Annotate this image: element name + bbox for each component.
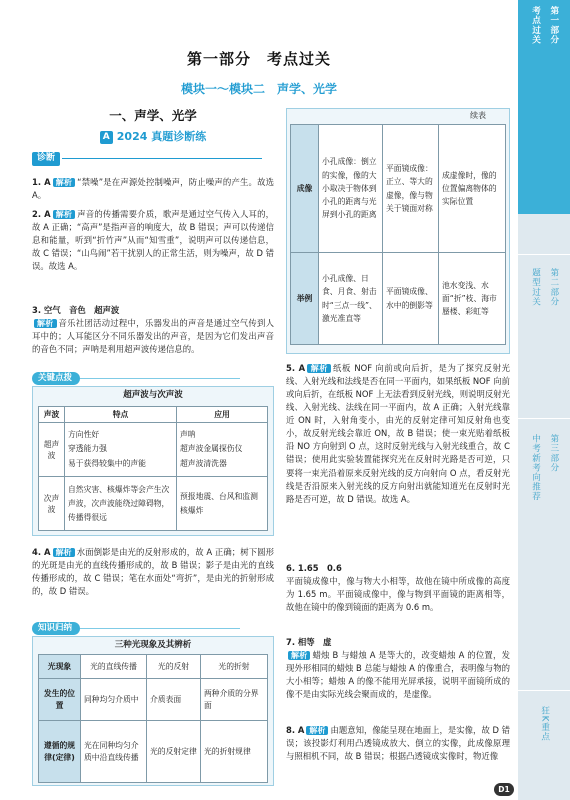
table-cell: 声呐 超声波金属探伤仪 超声波清洗器 bbox=[177, 423, 268, 477]
table-cell: 同种均匀介质中 bbox=[81, 679, 147, 721]
analysis-tag: 解析 bbox=[306, 726, 328, 735]
tab-divider bbox=[518, 254, 570, 255]
tab-part-two[interactable] bbox=[518, 262, 570, 412]
table-cell: 介质表面 bbox=[147, 679, 201, 721]
table-header: 特点 bbox=[65, 407, 177, 423]
table-cell: 遵循的规律(定律) bbox=[39, 721, 81, 783]
table-header: 光的直线传播 bbox=[81, 655, 147, 679]
light-table bbox=[38, 654, 268, 783]
answer-number: 8. A bbox=[286, 725, 305, 735]
tab-divider bbox=[518, 690, 570, 691]
answer-q8 bbox=[286, 724, 510, 763]
section-tabs bbox=[518, 0, 570, 800]
answer-number: 3. 空气 音色 超声波 bbox=[32, 305, 120, 315]
answer-number: 6. 1.65 0.6 bbox=[286, 563, 342, 573]
analysis-tag: 解析 bbox=[288, 651, 310, 660]
table-cell: 光在同种均匀介质中沿直线传播 bbox=[81, 721, 147, 783]
answer-q3 bbox=[32, 304, 274, 356]
table-cell: 预报地震、台风和监测核爆炸 bbox=[177, 477, 268, 531]
page-title: 第一部分 考点过关 bbox=[186, 50, 331, 68]
sub-title-text: 2024 真题诊断练 bbox=[116, 130, 207, 143]
table-cell: 方向性好 穿透能力强 易于获得较集中的声能 bbox=[65, 423, 177, 477]
analysis-tag: 解析 bbox=[53, 178, 76, 187]
answer-q7 bbox=[286, 636, 510, 701]
table-header: 声波 bbox=[39, 407, 65, 423]
knowledge-badge bbox=[32, 622, 240, 635]
table-cell: 光的反射定律 bbox=[147, 721, 201, 783]
table-cell: 成虚像时，像的位置偏离物体的实际位置 bbox=[439, 125, 506, 253]
key-point-label: 关键点拨 bbox=[32, 372, 80, 385]
tab-line: 第三部分 bbox=[548, 434, 559, 473]
tab-divider bbox=[518, 418, 570, 419]
table-cell: 次声波 bbox=[39, 477, 65, 531]
answer-text: 水面倒影是由光的反射形成的，故 A 正确；树下圆形的光斑是由光的直线传播形成的，故 B 错误；影子是由光的直线传播形成的，故 C 错误；笔在水面处“弯折”，是由光的折射形成的，故 D 错误。 bbox=[32, 547, 275, 597]
answer-text: 声音的传播需要介质，歌声是通过空气传入人耳的，故 A 正确；“高声”是指声音的响度大，故 B 错误；声可以传递信息和能量，听到“折竹声”从而“知雪重”，说明声可以传递信息，故 C 错误；“山鸟闹”若干扰别人的正常生活，则为噪声，故 D 错误。故选 A。 bbox=[32, 209, 275, 272]
table-cell: 自然灾害、核爆炸等会产生次声波，次声波能绕过障碍物，传播得很远 bbox=[65, 477, 177, 531]
knowledge-label: 知识归纳 bbox=[32, 622, 80, 635]
analysis-tag: 解析 bbox=[307, 364, 331, 373]
answer-q2 bbox=[32, 208, 274, 273]
table-cell: 两种介质的分界面 bbox=[201, 679, 268, 721]
analysis-tag: 解析 bbox=[53, 548, 75, 557]
diagnosis-header bbox=[32, 152, 262, 166]
answer-text: 平面镜成像中，像与物大小相等，故他在镜中所成像的高度为 1.65 m。平面镜成像中，像与物到平面镜的距离相等，故他在镜中的像到镜面的距离为 0.6 m。 bbox=[286, 576, 510, 613]
table-header: 光的折射 bbox=[201, 655, 268, 679]
sub-title bbox=[32, 128, 274, 145]
diagnosis-rule bbox=[62, 158, 262, 159]
answer-text: 纸板 NOF 向前或向后折，是为了探究反射光线、入射光线和法线是否在同一平面内，如果纸板 NOF 向前或向后折，在纸板 NOF 上无法看到反射光线，则说明反射光线、入射光线、法线在同一平面内，故 A 正确；入射光线靠近 ON 时，入射角变小，由光的反射定律可知反射角也变小，故反射光线会靠近 ON，故 B 错误；使一束光贴着纸板沿 NO 方向射到 O 点，这时反射光线与入射光线重合，故 C 错误；使用此实验装置能探究光在反射时光路是否可逆，只要将一束光沿着原来反射光线的反方向射向 O 点，看反射光线是否沿原来入射光线的反方向射出就能知道光在反射时光路是否可逆，故 D 错误。故选 A。 bbox=[286, 363, 511, 504]
table-header: 光现象 bbox=[39, 655, 81, 679]
table-cell: 光的折射规律 bbox=[201, 721, 268, 783]
tab-line: 狂K重点 bbox=[539, 706, 550, 742]
answer-q6 bbox=[286, 562, 510, 614]
table-row bbox=[39, 477, 268, 531]
section-title: 一、声学、光学 bbox=[109, 108, 197, 123]
tab-part-three[interactable] bbox=[518, 428, 570, 638]
answer-number: 2. A bbox=[32, 209, 51, 219]
badge-rule bbox=[80, 378, 240, 379]
continued-table bbox=[290, 124, 506, 345]
ultrasound-table bbox=[38, 406, 268, 531]
tab-part-one[interactable] bbox=[518, 0, 570, 214]
table-cell: 池水变浅、水面“折”枝、海市蜃楼、彩虹等 bbox=[439, 253, 506, 345]
analysis-tag: 解析 bbox=[53, 210, 76, 219]
table-cell: 超声波 bbox=[39, 423, 65, 477]
continued-label: 续表 bbox=[470, 111, 486, 120]
answer-number: 5. A bbox=[286, 363, 306, 373]
table-cell: 小孔成像：倒立的实像，像的大小取决于物体到小孔的距离与光屏到小孔的距离 bbox=[319, 125, 383, 253]
table-cell: 发生的位置 bbox=[39, 679, 81, 721]
answer-text: 音乐社团活动过程中，乐器发出的声音是通过空气传到人耳中的；人耳能区分不同乐器发出的声音，是因为它们发出声音的音色不同；声呐是利用超声波传递信息的。 bbox=[32, 318, 275, 355]
answer-text: “禁噪”是在声源处控制噪声，防止噪声的产生。故选 A。 bbox=[32, 177, 275, 201]
table-row bbox=[39, 423, 268, 477]
table-header: 应用 bbox=[177, 407, 268, 423]
table-row bbox=[291, 125, 506, 253]
answer-q5 bbox=[286, 362, 510, 506]
answer-number: 7. 相等 虚 bbox=[286, 637, 332, 647]
tab-line: 第一部分 bbox=[548, 6, 559, 45]
answer-q1 bbox=[32, 176, 274, 202]
answer-number: 1. A bbox=[32, 177, 51, 187]
badge-rule bbox=[80, 628, 240, 629]
tab-line: 考点过关 bbox=[530, 6, 541, 45]
sub-title-box: A bbox=[100, 131, 113, 144]
answer-text: 蜡烛 B 与蜡烛 A 是等大的，改变蜡烛 A 的位置，发现外形相同的蜡烛 B 总能与蜡烛 A 的像重合，表明像与物的大小相等；蜡烛 A 的像不能用光屏承接，说明平面镜所成的像不是由实际光线会聚而成的，是虚像。 bbox=[286, 650, 510, 700]
answer-number: 4. A bbox=[32, 547, 51, 557]
diagnosis-label: 诊断 bbox=[32, 152, 60, 166]
module-title: 模块一～模块二 声学、光学 bbox=[180, 82, 337, 96]
table-cell: 平面镜成像：正立、等大的虚像，像与物关于镜面对称 bbox=[383, 125, 439, 253]
table-cell: 平面镜成像、水中的倒影等 bbox=[383, 253, 439, 345]
table-row bbox=[291, 253, 506, 345]
tab-line: 题型过关 bbox=[530, 268, 541, 307]
answer-text: 由题意知，像能呈现在地面上，是实像，故 D 错误；该投影灯利用凸透镜成放大、倒立的实像，此成像原理与照相机不同，故 B 错误；根据凸透镜成实像时，物近像 bbox=[286, 725, 511, 762]
light-table-title: 三种光现象及其辨析 bbox=[114, 640, 192, 650]
key-point-badge bbox=[32, 372, 240, 385]
table-cell: 成像 bbox=[291, 125, 319, 253]
ultrasound-table-title: 超声波与次声波 bbox=[123, 390, 183, 400]
table-row bbox=[39, 721, 268, 783]
table-cell: 举例 bbox=[291, 253, 319, 345]
table-cell: 小孔成像、日食、月食、射击时“三点一线”、激光准直等 bbox=[319, 253, 383, 345]
answer-q4 bbox=[32, 546, 274, 598]
page-number: D1 bbox=[494, 783, 514, 796]
tab-line: 第二部分 bbox=[548, 268, 559, 307]
table-row bbox=[39, 679, 268, 721]
table-header: 光的反射 bbox=[147, 655, 201, 679]
tab-key-points[interactable] bbox=[518, 700, 570, 790]
analysis-tag: 解析 bbox=[34, 319, 57, 328]
tab-line: 中考新考向推荐 bbox=[530, 434, 541, 502]
